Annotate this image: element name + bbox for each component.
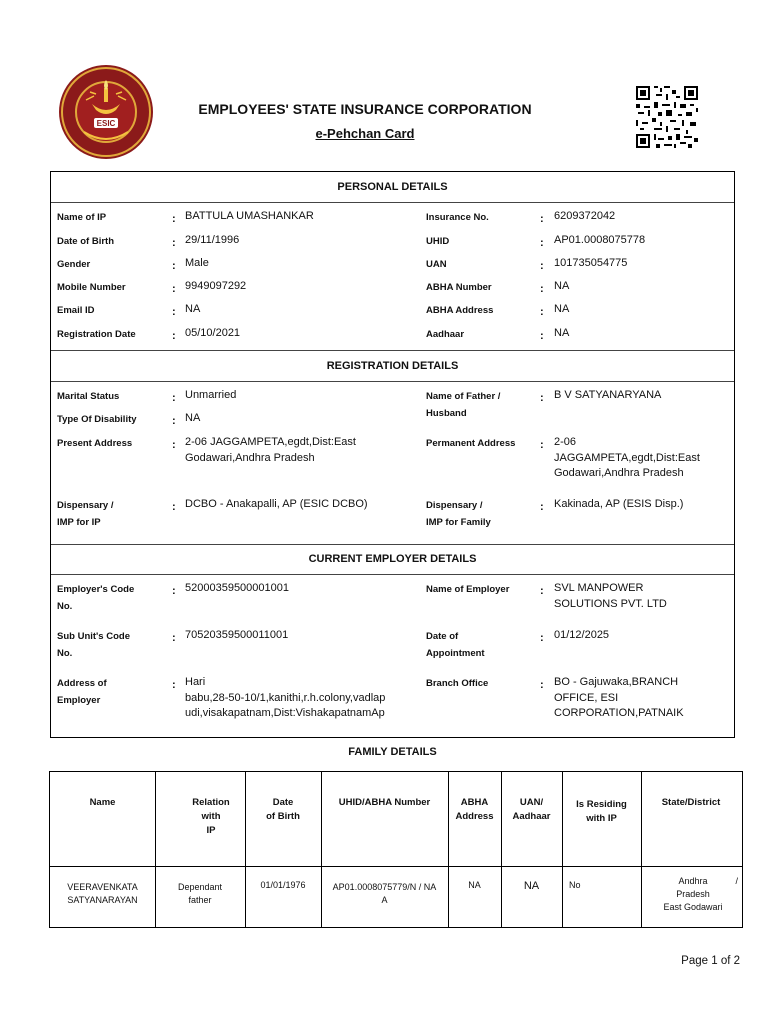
employer-name-label: Name of Employer bbox=[426, 584, 510, 595]
marital-status-label: Marital Status bbox=[57, 391, 120, 402]
employer-details-heading: CURRENT EMPLOYER DETAILS bbox=[308, 553, 477, 565]
card-title: e-Pehchan Card bbox=[315, 126, 415, 141]
name-label: Name of IP bbox=[57, 212, 107, 223]
registration-details-heading: REGISTRATION DETAILS bbox=[326, 360, 459, 372]
abha-address-label: ABHA Address bbox=[426, 305, 494, 316]
present-address-value: 2-06 JAGGAMPETA,egdt,Dist:East Godawari,Andhra Pradesh bbox=[185, 436, 356, 464]
gender-value: Male bbox=[185, 257, 209, 269]
name-value: BATTULA UMASHANKAR bbox=[185, 210, 314, 222]
divider bbox=[51, 350, 734, 351]
family-details-heading: FAMILY DETAILS bbox=[348, 746, 437, 758]
registration-date-label: Registration Date bbox=[57, 329, 136, 340]
abha-number-value: NA bbox=[554, 280, 570, 292]
column-header-uan-aadhaar: UAN/ Aadhaar bbox=[512, 797, 551, 822]
family-member-uhid: AP01.0008075779/N / NA A bbox=[332, 882, 437, 905]
column-header-dob: Date of Birth bbox=[266, 797, 300, 822]
branch-office-label: Branch Office bbox=[426, 678, 489, 689]
dispensary-family-label: Dispensary / IMP for Family bbox=[426, 500, 491, 528]
mobile-value: 9949097292 bbox=[185, 280, 247, 292]
disability-label: Type Of Disability bbox=[57, 414, 137, 425]
dispensary-ip-label: Dispensary / IMP for IP bbox=[57, 500, 114, 528]
column-header-residing: Is Residing with IP bbox=[576, 799, 627, 824]
organization-name: EMPLOYEES' STATE INSURANCE CORPORATION bbox=[198, 101, 532, 117]
family-member-state: Andhra / Pradesh East Godawari bbox=[663, 876, 738, 912]
mobile-label: Mobile Number bbox=[57, 282, 126, 293]
branch-office-value: BO - Gajuwaka,BRANCH OFFICE, ESI CORPORATION,PATNAIK bbox=[554, 676, 684, 719]
present-address-label: Present Address bbox=[57, 438, 133, 449]
abha-number-label: ABHA Number bbox=[426, 282, 492, 293]
appointment-date-label: Date of Appointment bbox=[426, 631, 485, 659]
insurance-no-value: 6209372042 bbox=[554, 210, 616, 222]
divider bbox=[51, 381, 734, 382]
column-header-abha-address: ABHA Address bbox=[455, 797, 494, 822]
uan-label: UAN bbox=[426, 259, 447, 270]
uan-value: 101735054775 bbox=[554, 257, 628, 269]
employer-code-value: 52000359500001001 bbox=[185, 582, 290, 594]
father-name-label: Name of Father / Husband bbox=[426, 391, 501, 419]
logo-text: ESIC bbox=[96, 119, 116, 128]
divider bbox=[51, 544, 734, 545]
family-member-uan: NA bbox=[523, 880, 540, 892]
divider bbox=[51, 574, 734, 575]
page-number: Page 1 of 2 bbox=[681, 955, 740, 967]
aadhaar-value: NA bbox=[554, 327, 570, 339]
dob-value: 29/11/1996 bbox=[185, 234, 240, 246]
personal-details-heading: PERSONAL DETAILS bbox=[337, 181, 448, 193]
family-member-abha-address: NA bbox=[468, 880, 481, 890]
aadhaar-label: Aadhaar bbox=[426, 329, 465, 340]
details-box: PERSONAL DETAILS Name of IP : BATTULA UMASHANKAR Date of Birth : 29/11/1996 Gender : Male Mobile Number : 9949097292 Email ID : NA Registration Date : 05/10/2021 Insurance No. : 6209372042 UHID : AP01.0008075778 UAN : 101735054775 ABHA Number : NA ABHA Address : NA Aadhaar : NA REGISTRATION DETAILS Marital Status : Unmarried Type Of Disability : NA Present Address : 2-06 JAGGAMPETA,egdt,Dist:East Godawari,Andhra Pradesh Dispensary / IMP for IP : DCBO - Anakapalli, AP (ESIC DCBO) Name of Father / Husband : B V SATYANARYANA Permanent Address : 2-06 JAGGAMPETA,egdt,Dist:East Godawari,Andhra Pradesh Dispensary / IMP for Family : Kakinada, AP (ESIS Disp.) CURRENT EMPLOYER DETAILS Employer's Code No. : 52000359500001001 Sub Unit's Code No. : 70520359500011001 Address of Employer : Hari babu,28-50-10/1,kanithi,r.h.colony,vadlap udi,visakapatnam,Dist:VishakapatnamAp Name of Employer : SVL MANPOWER SOLUTIONS PVT. LTD Date of Appointment : 01/12/2025 Branch Office : BO - Gajuwaka,BRANCH OFFICE, ESI CORPORATION,PATNAIK bbox=[50, 171, 735, 738]
column-header-uhid: UHID/ABHA Number bbox=[338, 797, 431, 808]
registration-date-value: 05/10/2021 bbox=[185, 327, 241, 339]
gender-label: Gender bbox=[57, 259, 91, 270]
column-header-relation: Relation with IP bbox=[192, 797, 230, 836]
marital-status-value: Unmarried bbox=[185, 389, 237, 401]
appointment-date-value: 01/12/2025 bbox=[554, 629, 610, 641]
subunit-code-value: 70520359500011001 bbox=[185, 629, 289, 641]
employer-code-label: Employer's Code No. bbox=[57, 584, 135, 612]
permanent-address-label: Permanent Address bbox=[426, 438, 516, 449]
family-table bbox=[49, 771, 743, 928]
employer-address-label: Address of Employer bbox=[57, 678, 107, 706]
qr-code-icon bbox=[634, 84, 700, 150]
family-member-residing: No bbox=[569, 880, 581, 890]
uhid-label: UHID bbox=[426, 236, 450, 247]
abha-address-value: NA bbox=[554, 303, 570, 315]
uhid-value: AP01.0008075778 bbox=[554, 234, 646, 246]
family-member-dob: 01/01/1976 bbox=[260, 880, 306, 890]
disability-value: NA bbox=[185, 412, 201, 424]
permanent-address-value: 2-06 JAGGAMPETA,egdt,Dist:East Godawari,Andhra Pradesh bbox=[554, 436, 700, 479]
email-label: Email ID bbox=[57, 305, 95, 316]
dispensary-family-value: Kakinada, AP (ESIS Disp.) bbox=[554, 498, 684, 510]
dob-label: Date of Birth bbox=[57, 236, 114, 247]
father-name-value: B V SATYANARYANA bbox=[554, 389, 662, 401]
employer-address-value: Hari babu,28-50-10/1,kanithi,r.h.colony,vadlap udi,visakapatnam,Dist:VishakapatnamAp bbox=[185, 676, 386, 719]
column-header-state: State/District bbox=[661, 797, 721, 808]
subunit-code-label: Sub Unit's Code No. bbox=[57, 631, 130, 659]
esic-logo bbox=[54, 60, 158, 164]
insurance-no-label: Insurance No. bbox=[426, 212, 489, 223]
family-member-relation: Dependant father bbox=[177, 882, 223, 905]
employer-name-value: SVL MANPOWER SOLUTIONS PVT. LTD bbox=[554, 582, 667, 610]
column-header-name: Name bbox=[89, 797, 116, 808]
dispensary-ip-value: DCBO - Anakapalli, AP (ESIC DCBO) bbox=[185, 498, 368, 510]
email-value: NA bbox=[185, 303, 201, 315]
divider bbox=[51, 202, 734, 203]
family-member-name: VEERAVENKATA SATYANARAYAN bbox=[67, 882, 138, 905]
